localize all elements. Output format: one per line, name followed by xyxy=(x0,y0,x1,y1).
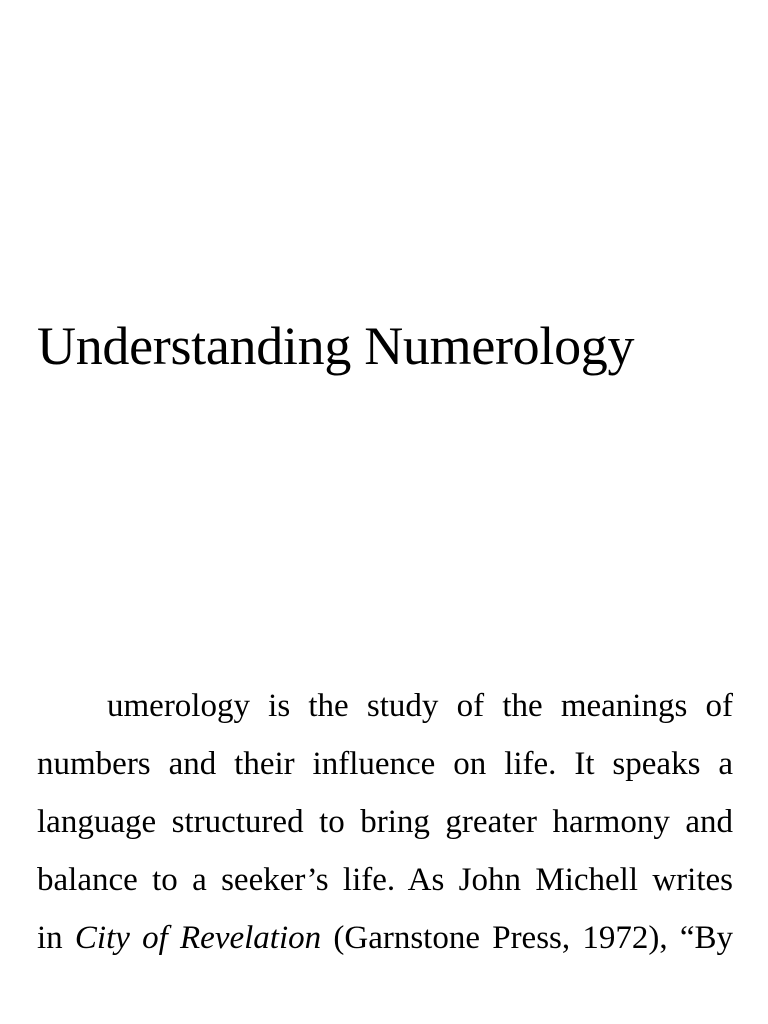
book-title: City of Revelation xyxy=(74,920,322,956)
body-text-before-title: in xyxy=(37,920,75,956)
body-line: numbers and their influence on life. It speaks a xyxy=(37,746,733,782)
body-paragraph xyxy=(37,677,733,967)
body-line: balance to a seeker’s life. As John Michell writes xyxy=(37,862,733,898)
body-text-after-title: (Garnstone Press, 1972), “By xyxy=(321,920,733,956)
body-line-last xyxy=(37,909,733,967)
body-line: umerology is the study of the meanings of xyxy=(107,688,733,724)
chapter-title: Understanding Numerology xyxy=(37,316,635,376)
body-line: language structured to bring greater harmony and xyxy=(37,804,733,840)
